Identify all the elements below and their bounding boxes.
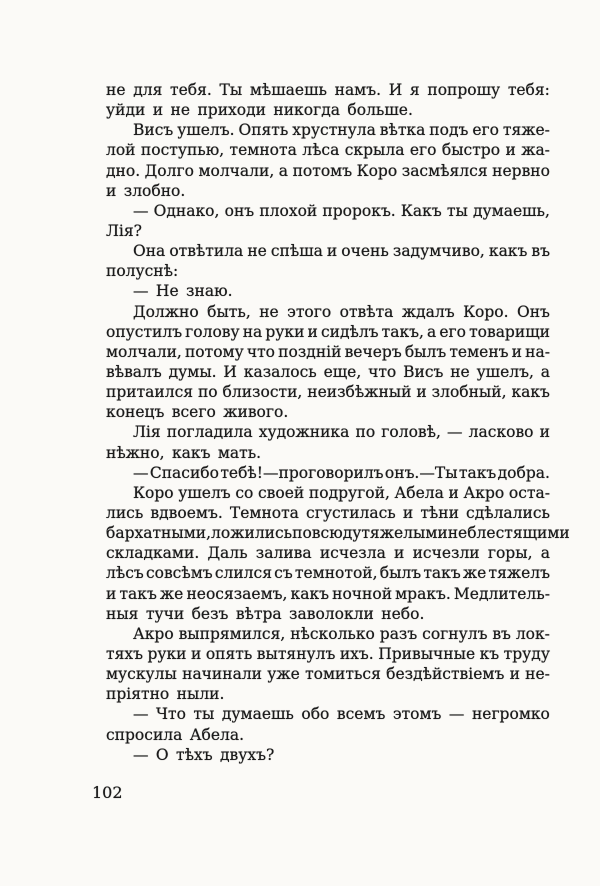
text-line: опустилъ голову на руки и сидѣлъ такъ, а его товарищи [106,322,550,341]
page-number: 102 [92,783,123,802]
text-line: мускулы начинали уже томиться бездѣйствіемъ и не- [106,665,550,684]
text-line: Акро выпрямился, нѣсколько разъ согнулъ въ лок- [133,624,550,643]
text-line: не для тебя. Ты мѣшаешь намъ. И я попрошу тебя: [106,81,550,99]
text-line: дно. Долго молчали, а потомъ Коро засмѣялся нервно [106,161,550,180]
text-line: — О тѣхъ двухъ? [133,745,275,764]
text-line: Лія погладила художника по головѣ, — ласково и [133,423,550,442]
page-text-block [106,80,570,765]
text-line: складками. Даль залива исчезла и исчезли горы, а [106,544,550,563]
text-line: Она отвѣтила не спѣша и очень задумчиво, какъ въ [133,242,550,261]
text-line: Должно быть, не этого отвѣта ждалъ Коро. Онъ [133,302,550,321]
text-line: — Спасибо тебѣ!—проговорилъ онъ.—Ты такъ добра. [133,463,550,482]
text-line: конецъ всего живого. [106,403,289,422]
text-line: — Что ты думаешь обо всемъ этомъ — негромко [133,705,550,724]
text-line: лись вдвоемъ. Темнота сгустилась и тѣни сдѣлались [106,503,550,522]
text-line: и злобно. [106,181,186,200]
text-line: полуснѣ: [106,262,179,281]
text-line: спросила Абела. [106,725,245,744]
text-line: — Однако, онъ плохой пророкъ. Какъ ты думаешь, [133,201,550,220]
text-line: вѣвалъ думы. И казалось еще, что Висъ не ушелъ, а [106,362,550,381]
text-line: — Не знаю. [133,282,233,301]
text-line: и такъ же неосязаемъ, какъ ночной мракъ. Медлитель- [106,584,550,603]
text-line: тяхъ руки и опять вытянулъ ихъ. Привычные къ труду [106,644,550,663]
text-line: лой поступью, темнота лѣса скрыла его быстро и жа- [106,141,550,160]
text-line: Висъ ушелъ. Опять хрустнула вѣтка подъ его тяже- [133,121,550,140]
text-line: уйди и не приходи никогда больше. [106,101,413,120]
text-line: ныя тучи безъ вѣтра заволокли небо. [106,604,425,623]
text-line: бархатными, ложились повсюду тяжелыми неблестящими [106,524,570,543]
text-line: нѣжно, какъ мать. [106,443,262,462]
text-line: молчали, потому что поздній вечеръ былъ теменъ и на- [106,342,550,361]
text-line: пріятно ныли. [106,685,225,704]
text-line: Лія? [106,221,142,240]
text-line: Коро ушелъ со своей подругой, Абела и Акро оста- [133,483,550,502]
text-line: притаился по близости, неизбѣжный и злобный, какъ [106,383,550,402]
text-line: лѣсъ совсѣмъ слился съ темнотой, былъ такъ же тяжелъ [106,564,550,583]
